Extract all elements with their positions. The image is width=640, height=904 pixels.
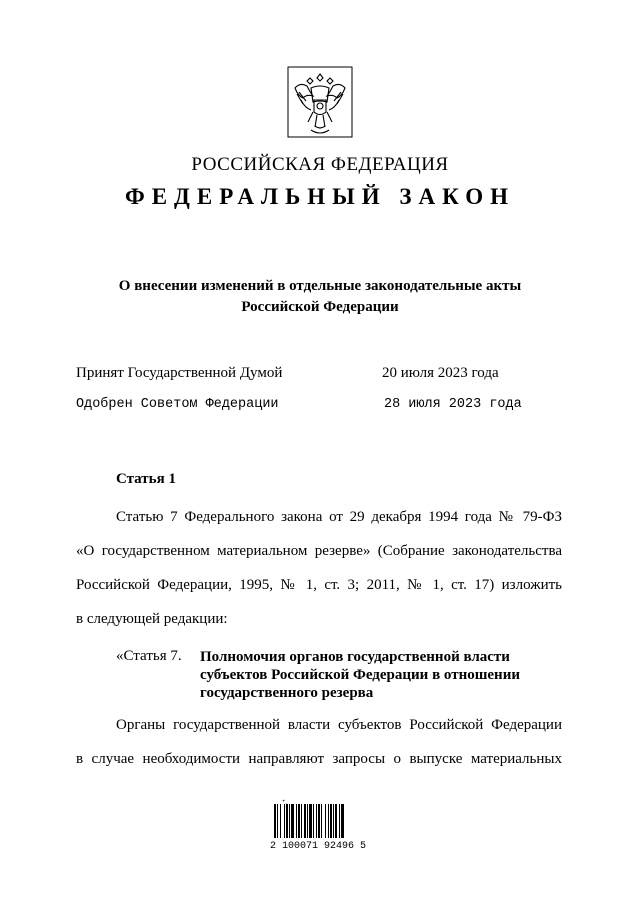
duma-adoption-label: Принят Государственной Думой bbox=[76, 365, 283, 381]
barcode-bar bbox=[335, 804, 337, 838]
article-body-line: «О государственном материальном резерве» (Собрание законодательства bbox=[76, 543, 562, 559]
barcode-bar bbox=[321, 804, 322, 838]
barcode-bar bbox=[307, 804, 308, 838]
council-approval-label: Одобрен Советом Федерации bbox=[76, 397, 279, 412]
barcode-bar bbox=[309, 804, 312, 838]
law-type-title: ФЕДЕРАЛЬНЫЙ ЗАКОН bbox=[124, 184, 516, 209]
quoted-article-title-line: субъектов Российской Федерации в отношении bbox=[200, 667, 520, 683]
law-subject bbox=[100, 276, 540, 318]
council-approval-date: 28 июля 2023 года bbox=[384, 397, 522, 412]
quoted-article-label: «Статья 7. bbox=[116, 648, 182, 664]
quoted-article-body bbox=[76, 708, 562, 776]
article-body-line: в следующей редакции: bbox=[76, 611, 228, 627]
article-heading: Статья 1 bbox=[116, 471, 176, 487]
barcode-bar bbox=[274, 804, 276, 838]
duma-adoption-date: 20 июля 2023 года bbox=[382, 365, 499, 381]
quoted-article-body-line: Органы государственной власти субъектов Российской Федерации bbox=[116, 717, 562, 733]
law-subject-line: Российской Федерации bbox=[241, 299, 399, 315]
article-body-line: Статью 7 Федерального закона от 29 декабря 1994 года № 79-ФЗ bbox=[116, 509, 562, 525]
barcode-bar bbox=[313, 804, 314, 838]
barcode-bar bbox=[304, 804, 306, 838]
barcode-bar bbox=[296, 804, 297, 838]
country-name: РОССИЙСКАЯ ФЕДЕРАЦИЯ bbox=[191, 154, 449, 175]
quoted-article-title-line: государственного резерва bbox=[200, 685, 374, 701]
barcode-number: 2 100071 92496 5 bbox=[270, 841, 367, 852]
coat-of-arms-icon bbox=[287, 66, 353, 138]
barcode-bar bbox=[330, 804, 332, 838]
article-body-line: Российской Федерации, 1995, № 1, ст. 3; 2011, № 1, ст. 17) изложить bbox=[76, 577, 562, 593]
barcode-bar bbox=[341, 804, 344, 838]
barcode-bar bbox=[286, 804, 288, 838]
barcode-bar bbox=[328, 804, 329, 838]
duma-adoption-row bbox=[76, 365, 576, 382]
barcode-bar bbox=[277, 804, 278, 838]
barcode-image bbox=[270, 804, 374, 840]
barcode-bar bbox=[316, 804, 317, 838]
barcode-bar bbox=[301, 804, 302, 838]
barcode-bar bbox=[289, 804, 290, 838]
barcode-bar bbox=[284, 804, 285, 838]
barcode-bar bbox=[291, 804, 294, 838]
barcode-bar bbox=[318, 804, 320, 838]
council-approval-row bbox=[76, 397, 576, 412]
barcode-bar bbox=[280, 804, 281, 838]
barcode-bar bbox=[333, 804, 334, 838]
barcode-bar bbox=[298, 804, 300, 838]
quoted-article-title-line: Полномочия органов государственной власти bbox=[200, 649, 510, 665]
barcode-bar bbox=[339, 804, 340, 838]
quoted-article-title bbox=[200, 648, 540, 702]
barcode-mark: ᐩ₂ bbox=[282, 798, 288, 807]
quoted-article-body-line: в случае необходимости направляют запросы о выпуске материальных bbox=[76, 751, 562, 767]
law-subject-line: О внесении изменений в отдельные законодательные акты bbox=[118, 278, 522, 294]
article-body bbox=[76, 500, 562, 636]
document-barcode bbox=[270, 798, 374, 852]
barcode-bar bbox=[325, 804, 326, 838]
